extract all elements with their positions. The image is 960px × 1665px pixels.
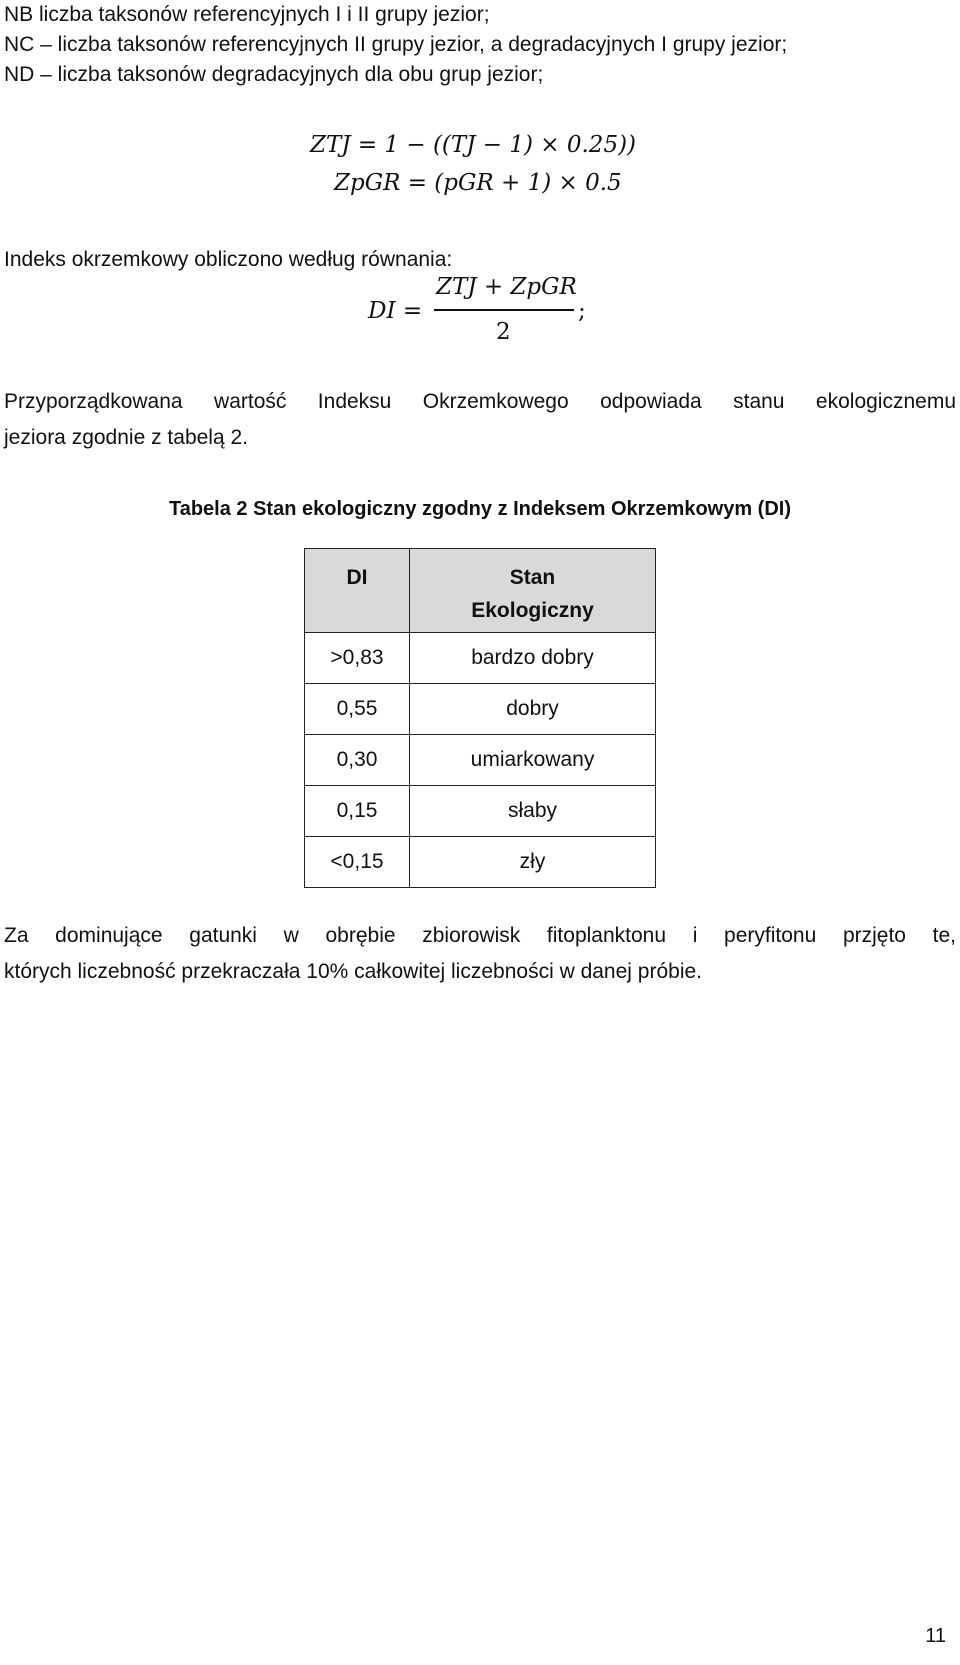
formula-zpgr: ZpGR = (pGR + 1) × 0.5 <box>334 170 622 196</box>
table-caption: Tabela 2 Stan ekologiczny zgodny z Indeksem Okrzemkowym (DI) <box>168 498 791 520</box>
definition-nd: ND – liczba taksonów degradacyjnych dla obu grup jezior; <box>4 63 544 86</box>
cell-status: dobry <box>410 684 656 735</box>
header-di: DI <box>305 549 410 633</box>
ecological-status-table <box>304 548 656 888</box>
table-header-row <box>305 549 656 633</box>
header-line-1: Stan <box>509 566 556 589</box>
formula-di-numerator: ZTJ + ZpGR <box>436 274 577 300</box>
formula-di <box>368 274 638 354</box>
table-row <box>305 786 656 837</box>
cell-di-value: 0,15 <box>305 786 410 837</box>
assignment-line-2: jeziora zgodnie z tabelą 2. <box>4 426 248 449</box>
table-row <box>305 633 656 684</box>
cell-status: bardzo dobry <box>410 633 656 684</box>
table-row <box>305 684 656 735</box>
header-ecological-status <box>410 549 656 633</box>
cell-di-value: 0,30 <box>305 735 410 786</box>
cell-di-value: >0,83 <box>305 633 410 684</box>
table-row <box>305 837 656 888</box>
assignment-line-1: Przyporządkowana wartość Indeksu Okrzemkowego odpowiada stanu ekologicznemu <box>4 390 956 413</box>
header-line-2: Ekologiczny <box>471 599 594 622</box>
formula-di-denominator: 2 <box>496 319 511 345</box>
cell-status: słaby <box>410 786 656 837</box>
cell-status: zły <box>410 837 656 888</box>
fraction-bar <box>434 309 574 311</box>
cell-di-value: 0,55 <box>305 684 410 735</box>
formula-di-end: ; <box>578 298 586 324</box>
dominant-line-1: Za dominujące gatunki w obrębie zbiorowisk fitoplanktonu i peryfitonu przjęto te, <box>4 924 956 947</box>
cell-di-value: <0,15 <box>305 837 410 888</box>
definition-nb: NB liczba taksonów referencyjnych I i II grupy jezior; <box>4 3 490 26</box>
definition-nc: NC – liczba taksonów referencyjnych II grupy jezior, a degradacyjnych I grupy jezior; <box>4 33 788 56</box>
dominant-line-2: których liczebność przekraczała 10% całkowitej liczebności w danej próbie. <box>4 960 702 983</box>
formula-ztj: ZTJ = 1 − ((TJ − 1) × 0.25)) <box>310 132 637 158</box>
formula-di-lhs: DI = <box>368 298 423 324</box>
intro-text: Indeks okrzemkowy obliczono według równania: <box>4 248 453 271</box>
cell-status: umiarkowany <box>410 735 656 786</box>
page-number: 11 <box>925 1625 946 1647</box>
table-row <box>305 735 656 786</box>
